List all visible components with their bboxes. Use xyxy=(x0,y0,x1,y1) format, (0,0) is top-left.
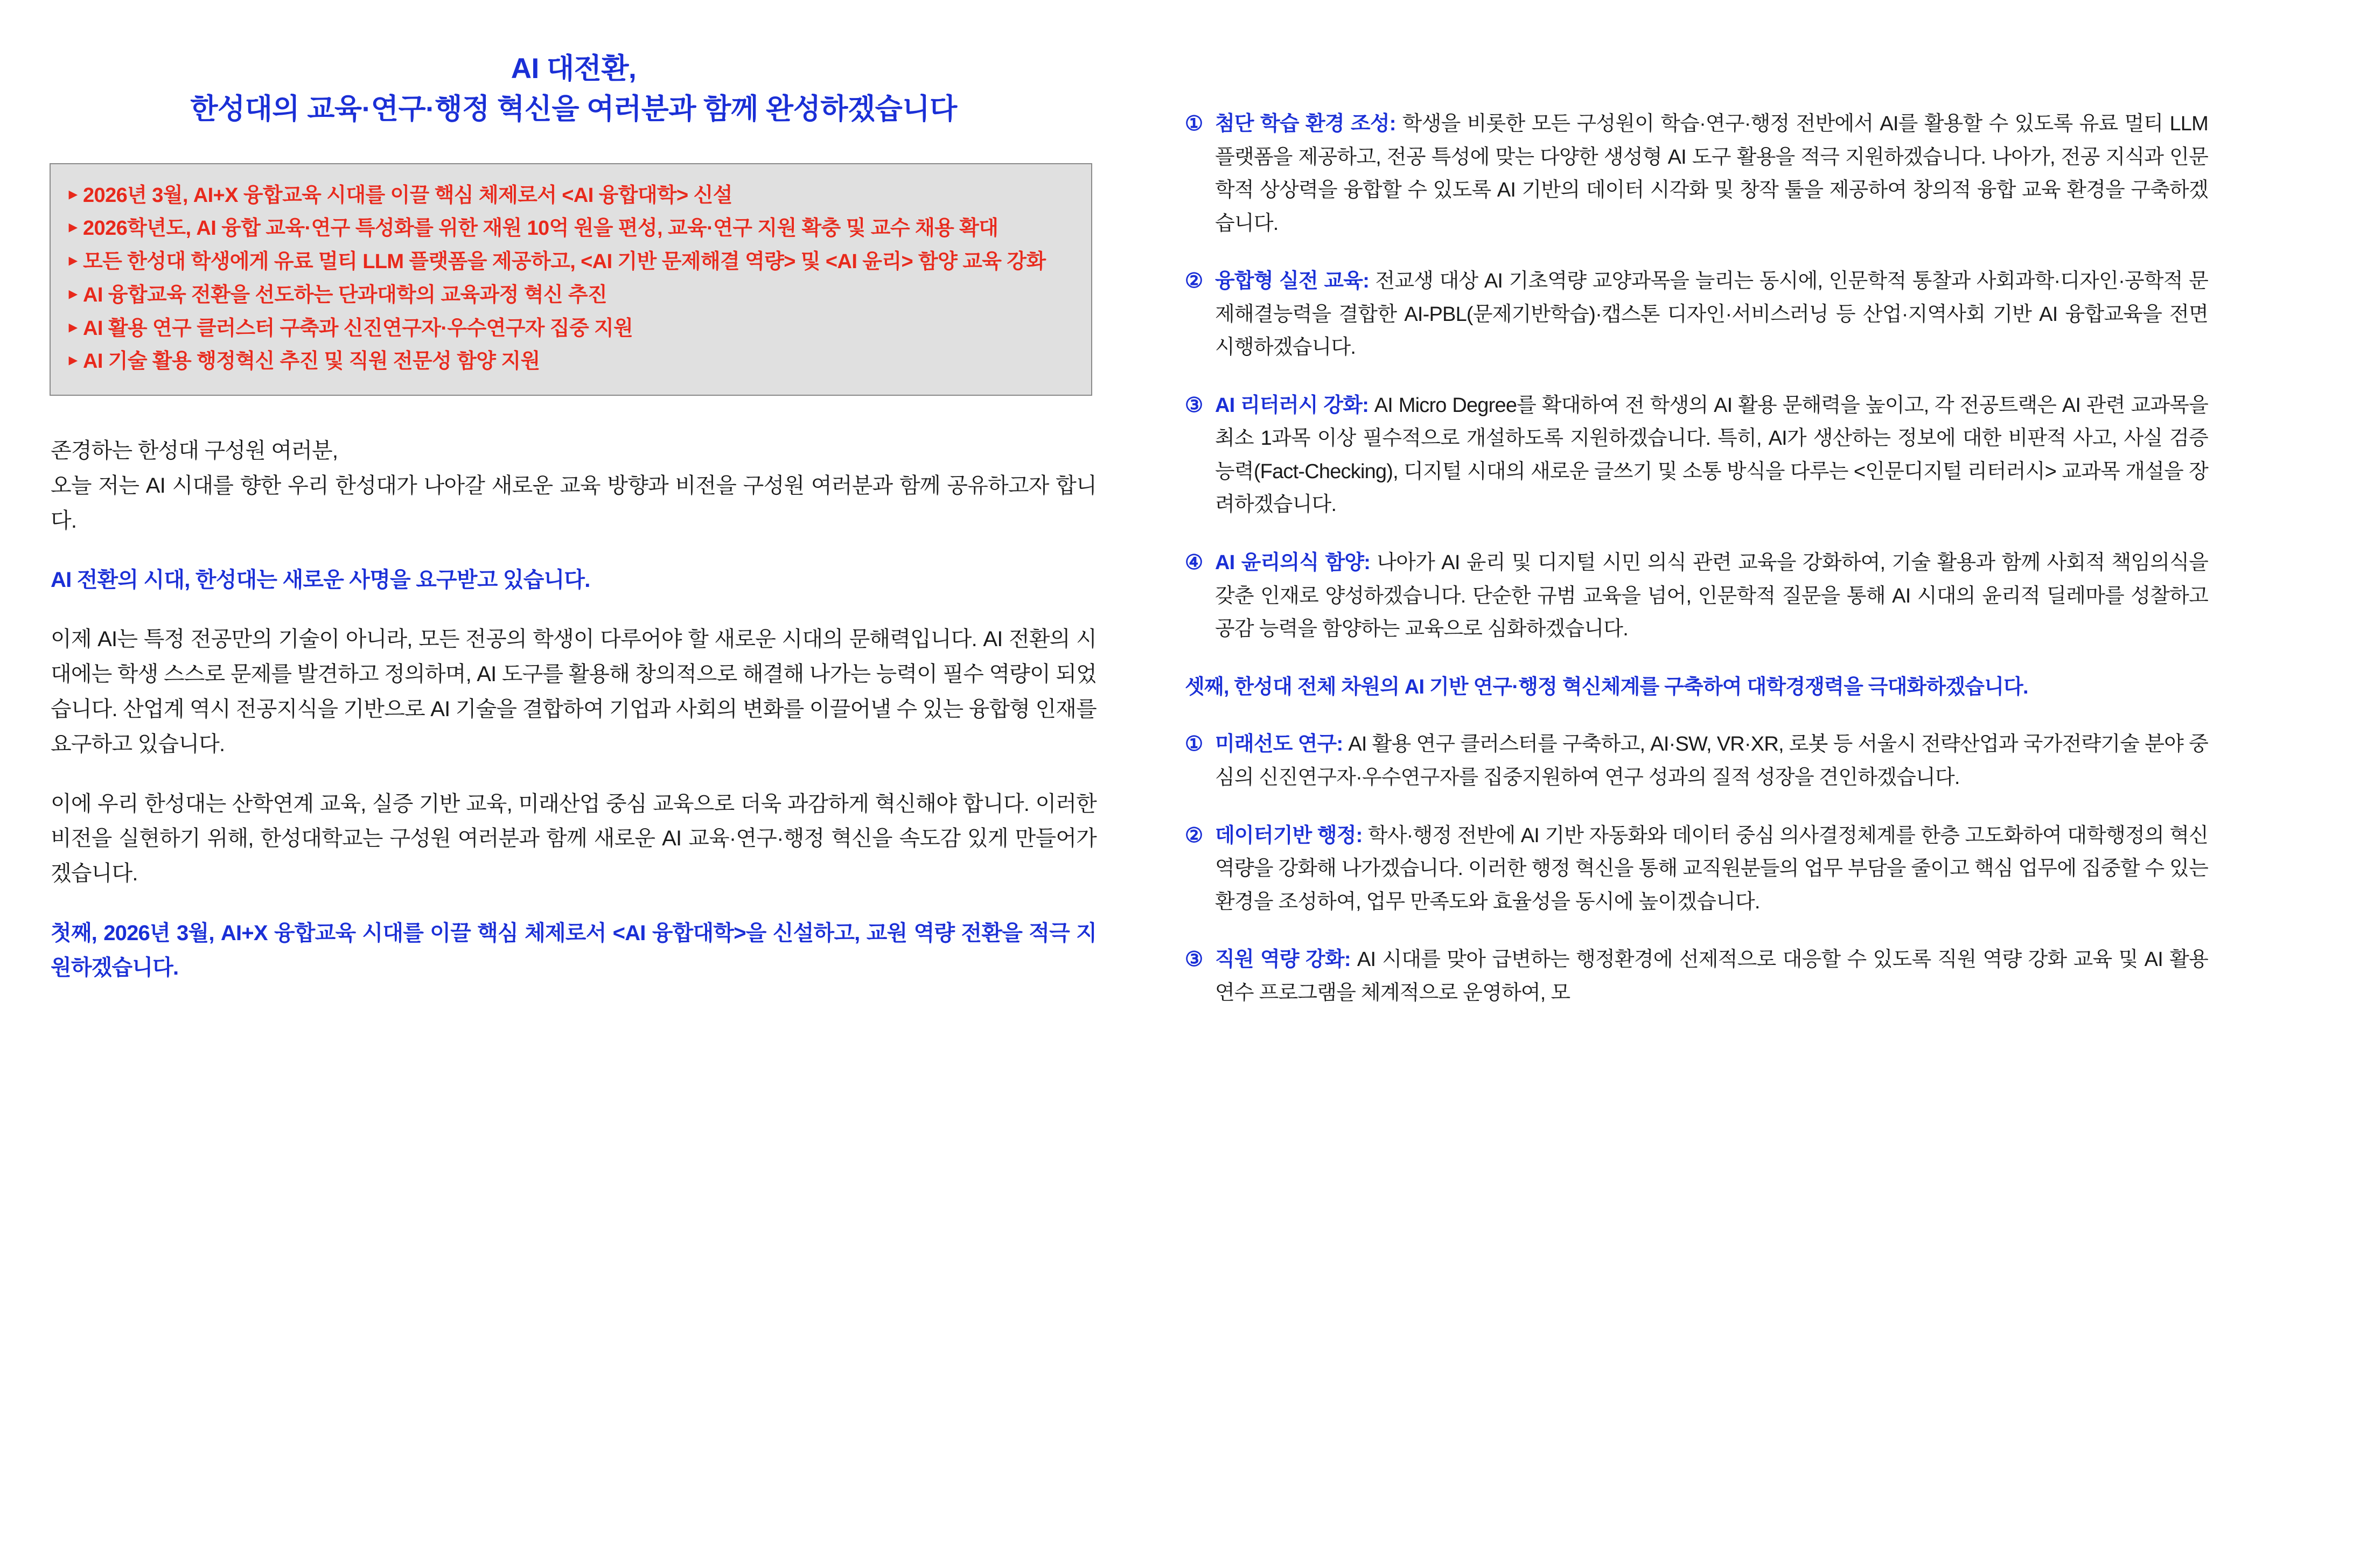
bullet-marker-icon: ▸ xyxy=(69,284,77,303)
item-text: 전교생 대상 AI 기초역량 교양과목을 늘리는 동시에, 인문학적 통찰과 사회과학·디자인·공학적 문제해결능력을 결합한 AI-PBL(문제기반학습)·캡스톤 디자인·서비스러닝 등 산업·지역사회 기반 AI 융합교육을 전면 시행하겠습니다. xyxy=(1215,270,2208,359)
item-text: AI 시대를 맞아 급변하는 행정환경에 선제적으로 대응할 수 있도록 직원 역량 강화 교육 및 AI 활용 연수 프로그램을 체계적으로 운영하여, 모 xyxy=(1215,948,2208,1004)
item-heading: 직원 역량 강화: xyxy=(1215,948,1351,971)
numbered-item xyxy=(1185,389,2208,522)
right-column xyxy=(1185,48,2208,1568)
item-body xyxy=(1215,108,2208,240)
numbered-item xyxy=(1185,820,2208,919)
bullet-marker-icon: ▸ xyxy=(69,251,77,269)
left-paragraph-1: 이제 AI는 특정 전공만의 기술이 아니라, 모든 전공의 학생이 다루어야 할 새로운 시대의 문해력입니다. AI 전환의 시대에는 학생 스스로 문제를 발견하고 정의하며, AI 도구를 활용해 창의적으로 해결해 나가는 능력이 필수 역량이 되었습니다. 산업계 역시 전공지식을 기반으로 AI 기술을 결합하여 기업과 사회의 변화를 이끌어낼 수 있는 융합형 인재를 요구하고 있습니다. xyxy=(51,627,1097,756)
item-number: ③ xyxy=(1185,394,1203,417)
left-paragraph-2: 이에 우리 한성대는 산학연계 교육, 실증 기반 교육, 미래산업 중심 교육으로 더욱 과감하게 혁신해야 합니다. 이러한 비전을 실현하기 위해, 한성대학교는 구성원 여러분과 함께 새로운 AI 교육·연구·행정 혁신을 속도감 있게 만들어가겠습니다. xyxy=(51,792,1097,886)
item-heading: 첨단 학습 환경 조성: xyxy=(1215,113,1396,135)
numbered-item xyxy=(1185,265,2208,365)
summary-bullet-text: AI 기술 활용 행정혁신 추진 및 직원 전문성 함양 지원 xyxy=(83,350,540,373)
summary-bullet-item xyxy=(69,346,1073,377)
item-heading: 미래선도 연구: xyxy=(1215,733,1343,756)
numbered-item xyxy=(1185,728,2208,794)
numbered-item xyxy=(1185,547,2208,646)
title-line-1: AI 대전환, xyxy=(511,53,637,85)
numbered-item xyxy=(1185,943,2208,1010)
page-title xyxy=(43,48,1104,130)
item-heading: 융합형 실전 교육: xyxy=(1215,270,1370,293)
item-number: ③ xyxy=(1185,948,1203,971)
numbered-item xyxy=(1185,108,2208,240)
bullet-marker-icon: ▸ xyxy=(69,351,77,369)
item-body xyxy=(1215,547,2208,646)
item-number: ① xyxy=(1185,113,1203,135)
summary-bullet-item xyxy=(69,313,1073,345)
item-heading: 데이터기반 행정: xyxy=(1215,824,1363,847)
left-heading-1: AI 전환의 시대, 한성대는 새로운 사명을 요구받고 있습니다. xyxy=(51,568,590,592)
bullet-marker-icon: ▸ xyxy=(69,218,77,236)
greeting-line-1: 존경하는 한성대 구성원 여러분, xyxy=(51,439,338,463)
bullet-marker-icon: ▸ xyxy=(69,185,77,203)
item-text: AI 활용 연구 클러스터를 구축하고, AI·SW, VR·XR, 로봇 등 서울시 전략산업과 국가전략기술 분야 중심의 신진연구자·우수연구자를 집중지원하여 연구 성과의 질적 성장을 견인하겠습니다. xyxy=(1215,733,2208,789)
summary-bullet-item xyxy=(69,247,1073,278)
summary-bullet-text: AI 융합교육 전환을 선도하는 단과대학의 교육과정 혁신 추진 xyxy=(83,283,608,306)
summary-highlight-box xyxy=(50,163,1092,396)
summary-bullet-item xyxy=(69,213,1073,244)
summary-bullet-item xyxy=(69,280,1073,311)
item-text: 학사·행정 전반에 AI 기반 자동화와 데이터 중심 의사결정체계를 한층 고도화하여 대학행정의 혁신 역량을 강화해 나가겠습니다. 이러한 행정 혁신을 통해 교직원분들의 업무 부담을 줄이고 핵심 업무에 집중할 수 있는 환경을 조성하여, 업무 만족도와 효율성을 동시에 높이겠습니다. xyxy=(1215,824,2209,913)
item-text: 학생을 비롯한 모든 구성원이 학습·연구·행정 전반에서 AI를 활용할 수 있도록 유료 멀티 LLM 플랫폼을 제공하고, 전공 특성에 맞는 다양한 생성형 AI 도구 활용을 적극 지원하겠습니다. 나아가, 전공 지식과 인문학적 상상력을 융합할 수 있도록 AI 기반의 데이터 시각화 및 창작 툴을 제공하여 창의적 융합 교육 환경을 구축하겠습니다. xyxy=(1215,113,2208,235)
left-column xyxy=(43,48,1104,1568)
item-body xyxy=(1215,728,2208,794)
item-body xyxy=(1215,943,2208,1010)
left-heading-2: 첫째, 2026년 3월, AI+X 융합교육 시대를 이끌 핵심 체제로서 <AI 융합대학>을 신설하고, 교원 역량 전환을 적극 지원하겠습니다. xyxy=(51,921,1097,979)
title-line-2: 한성대의 교육·연구·행정 혁신을 여러분과 함께 완성하겠습니다 xyxy=(190,93,957,125)
greeting-line-2: 오늘 저는 AI 시대를 향한 우리 한성대가 나아갈 새로운 교육 방향과 비전을 구성원 여러분과 함께 공유하고자 합니다. xyxy=(51,473,1097,533)
summary-bullet-text: 2026학년도, AI 융합 교육·연구 특성화를 위한 재원 10억 원을 편성, 교육·연구 지원 확충 및 교수 채용 확대 xyxy=(83,217,999,240)
item-text: AI Micro Degree를 확대하여 전 학생의 AI 활용 문해력을 높이고, 각 전공트랙은 AI 관련 교과목을 최소 1과목 이상 필수적으로 개설하도록 지원하겠습니다. 특히, AI가 생산하는 정보에 대한 비판적 사고, 사실 검증 능력(Fact-Checking), 디지털 시대의 새로운 글쓰기 및 소통 방식을 다루는 <인문디지털 리터러시> 교과목 개설을 장려하겠습니다. xyxy=(1215,394,2208,516)
summary-bullet-text: 모든 한성대 학생에게 유료 멀티 LLM 플랫폼을 제공하고, <AI 기반 문제해결 역량> 및 <AI 윤리> 함양 교육 강화 xyxy=(83,250,1046,273)
item-body xyxy=(1215,389,2208,522)
item-text: 나아가 AI 윤리 및 디지털 시민 의식 관련 교육을 강화하여, 기술 활용과 함께 사회적 책임의식을 갖춘 인재로 양성하겠습니다. 단순한 규범 교육을 넘어, 인문학적 질문을 통해 AI 시대의 윤리적 딜레마를 성찰하고 공감 능력을 함양하는 교육으로 심화하겠습니다. xyxy=(1215,551,2209,641)
item-number: ① xyxy=(1185,733,1203,756)
summary-bullet-text: AI 활용 연구 클러스터 구축과 신진연구자·우수연구자 집중 지원 xyxy=(83,317,633,340)
item-body xyxy=(1215,820,2208,919)
item-heading: AI 리터러시 강화: xyxy=(1215,394,1369,417)
bullet-marker-icon: ▸ xyxy=(69,318,77,336)
item-heading: AI 윤리의식 함양: xyxy=(1215,551,1371,575)
item-number: ② xyxy=(1185,270,1203,293)
summary-bullet-item xyxy=(69,180,1073,212)
item-number: ④ xyxy=(1185,551,1203,575)
item-body xyxy=(1215,265,2208,365)
right-section-heading: 셋째, 한성대 전체 차원의 AI 기반 연구·행정 혁신체계를 구축하여 대학경쟁력을 극대화하겠습니다. xyxy=(1185,675,2028,698)
item-number: ② xyxy=(1185,824,1203,847)
summary-bullet-text: 2026년 3월, AI+X 융합교육 시대를 이끌 핵심 체제로서 <AI 융합대학> 신설 xyxy=(83,184,732,207)
